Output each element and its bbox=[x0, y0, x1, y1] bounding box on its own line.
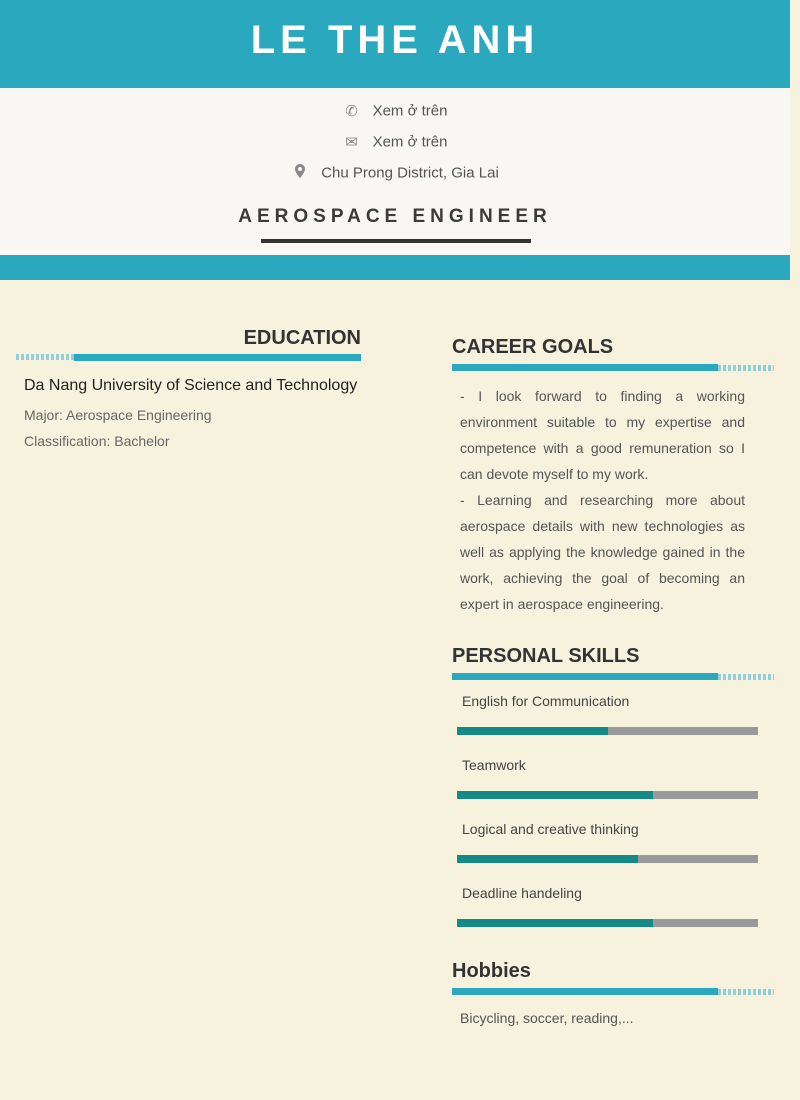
map-pin-icon bbox=[291, 164, 309, 182]
skill-bar bbox=[457, 919, 758, 927]
personal-skills-title: PERSONAL SKILLS bbox=[452, 645, 640, 667]
personal-skills-bar-dashed bbox=[718, 674, 774, 680]
candidate-name: LE THE ANH bbox=[250, 18, 540, 62]
career-goal-paragraph: - I look forward to finding a working environment suitable to my expertise and competence with a good remuneration so I can devote myself to my work. bbox=[460, 388, 745, 482]
envelope-icon: ✉ bbox=[345, 134, 358, 152]
hobbies-bar-dashed bbox=[718, 989, 774, 995]
address-text: Chu Prong District, Gia Lai bbox=[321, 164, 499, 182]
education-bar-dashed bbox=[16, 354, 74, 360]
skill-bar-fill bbox=[457, 727, 608, 735]
phone-icon: ✆ bbox=[345, 103, 358, 121]
career-goals-bar-dashed bbox=[718, 365, 774, 371]
education-bar bbox=[74, 354, 361, 361]
skill-bar-fill bbox=[457, 791, 653, 799]
education-title: EDUCATION bbox=[243, 327, 361, 349]
email-text: Xem ở trên bbox=[372, 133, 448, 151]
contact-address bbox=[0, 164, 790, 182]
phone-text: Xem ở trên bbox=[372, 102, 448, 120]
education-major: Major: Aerospace Engineering bbox=[24, 407, 212, 423]
job-title: AEROSPACE ENGINEER bbox=[238, 206, 552, 227]
education-classification: Classification: Bachelor bbox=[24, 433, 170, 449]
career-goal-paragraph: - Learning and researching more about aerospace details with new technologies as well as applying the knowledge gained in the work, achieving the goal of becoming an expert in aerospace engineering. bbox=[460, 492, 745, 612]
skill-name: English for Communication bbox=[462, 693, 630, 709]
hobbies-bar bbox=[452, 988, 718, 995]
skill-name: Teamwork bbox=[462, 757, 526, 773]
skill-bar bbox=[457, 855, 758, 863]
contact-phone bbox=[0, 102, 790, 120]
skill-bar bbox=[457, 791, 758, 799]
skill-bar-fill bbox=[457, 855, 638, 863]
hobbies-text: Bicycling, soccer, reading,... bbox=[460, 1010, 634, 1026]
career-goals-title: CAREER GOALS bbox=[452, 336, 614, 358]
education-school: Da Nang University of Science and Technology bbox=[24, 377, 358, 394]
job-title-underline bbox=[261, 239, 531, 243]
skill-name: Logical and creative thinking bbox=[462, 821, 639, 837]
career-goals-bar bbox=[452, 364, 718, 371]
hobbies-title: Hobbies bbox=[452, 960, 531, 982]
skill-bar bbox=[457, 727, 758, 735]
personal-skills-bar bbox=[452, 673, 718, 680]
skill-name: Deadline handeling bbox=[462, 885, 582, 901]
divider-band bbox=[0, 255, 790, 280]
skill-bar-fill bbox=[457, 919, 653, 927]
contact-email bbox=[0, 133, 790, 151]
